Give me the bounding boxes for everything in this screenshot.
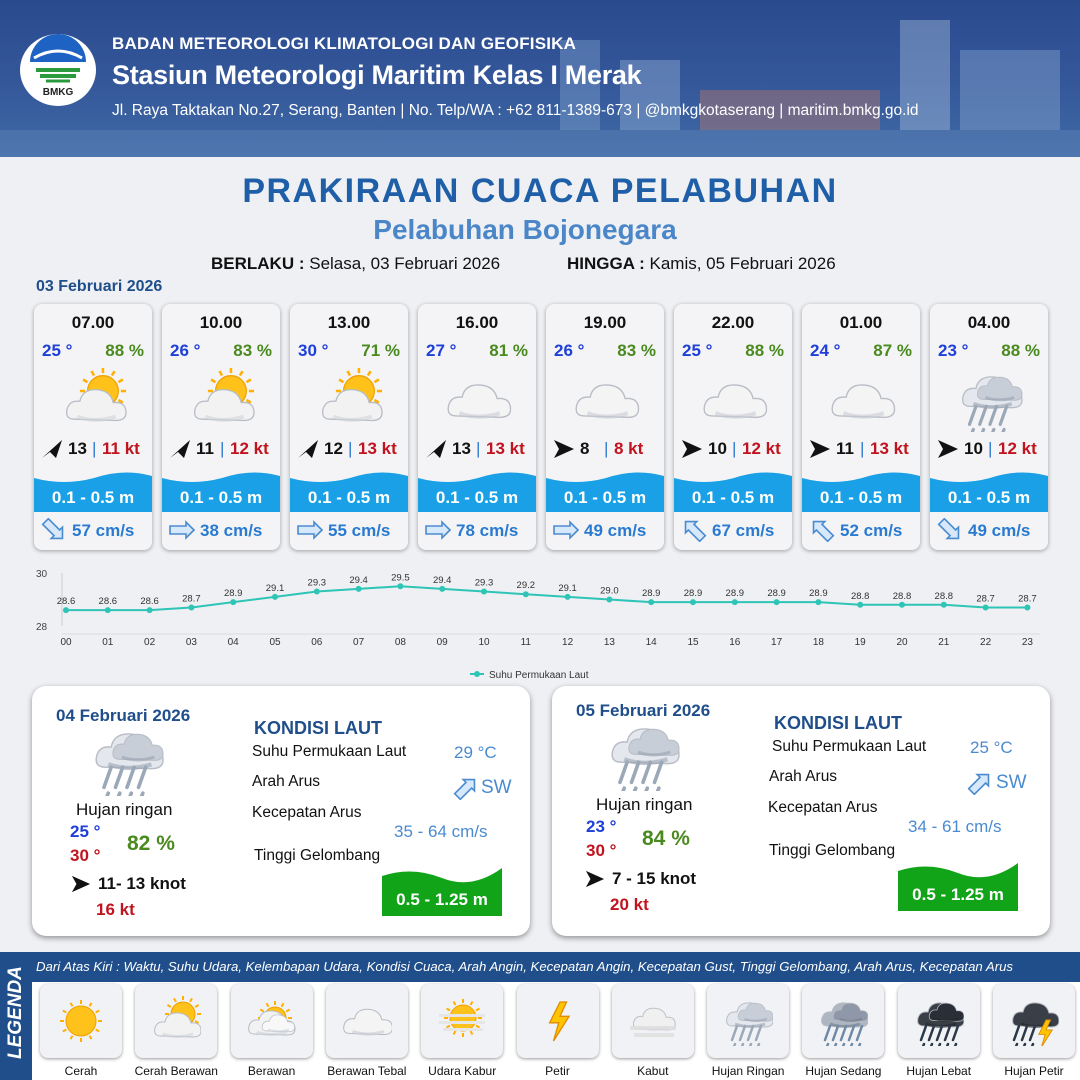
- x-tick-label: 17: [771, 637, 783, 648]
- wind-range: 7 - 15 knot: [612, 869, 697, 888]
- valid-to: [567, 254, 836, 274]
- x-tick-label: 11: [520, 637, 531, 648]
- current-speed: 78 cm/s: [456, 521, 519, 540]
- x-tick-label: 14: [645, 637, 657, 648]
- berawan-tebal-icon: [698, 368, 770, 432]
- cerah-berawan-icon: [58, 368, 130, 432]
- berawan-tebal-icon: [442, 368, 514, 432]
- wind-separator: |: [220, 439, 225, 458]
- x-tick-label: 23: [1021, 637, 1033, 648]
- x-tick-label: 07: [353, 637, 365, 648]
- humidity: 88 %: [745, 341, 784, 360]
- wind-direction-icon: [680, 438, 704, 460]
- legend-item: [993, 984, 1075, 1058]
- sst-data-label: 28.9: [809, 588, 828, 600]
- forecast-time: 07.00: [71, 313, 115, 332]
- legend-item: [517, 984, 599, 1058]
- legend-item-label: Cerah Berawan: [134, 1064, 218, 1078]
- wind-direction-icon: [552, 438, 576, 460]
- wave-height: 0.1 - 0.5 m: [563, 488, 647, 507]
- x-tick-label: 16: [729, 637, 741, 648]
- legend-item: [421, 984, 503, 1058]
- sst-point: [648, 599, 654, 605]
- x-tick-label: 18: [812, 637, 824, 648]
- weather-icon-box: [698, 368, 770, 432]
- wind-direction-icon: [808, 438, 832, 460]
- wave-height: 0.1 - 0.5 m: [819, 488, 903, 507]
- legend-item-label: Hujan Lebat: [906, 1064, 972, 1078]
- gust-speed: 8 kt: [614, 439, 644, 458]
- sst-data-label: 28.6: [140, 596, 159, 608]
- legend-item: [231, 984, 313, 1058]
- x-tick-label: 12: [562, 637, 574, 648]
- wind-separator: |: [604, 439, 609, 458]
- legend-item: [40, 984, 122, 1058]
- gust-speed: 13 kt: [486, 439, 525, 458]
- wind-separator: |: [476, 439, 481, 458]
- legend-marker: [474, 671, 480, 677]
- gust-speed: 12 kt: [230, 439, 269, 458]
- sst-data-label: 28.9: [641, 588, 661, 600]
- weather-icon-box: [570, 368, 642, 432]
- wind-speed: 11: [836, 439, 854, 458]
- berawan-tebal-icon: [342, 996, 392, 1046]
- legend-item: [326, 984, 408, 1058]
- weather-icon-box: [314, 368, 386, 432]
- valid-from-label: BERLAKU :: [211, 254, 305, 273]
- legend-item-label: Kabut: [637, 1064, 669, 1078]
- current-direction: [424, 518, 452, 542]
- udara-kabur-icon: [437, 996, 487, 1046]
- sst-label: Suhu Permukaan Laut: [772, 738, 927, 755]
- chart-legend-label: Suhu Permukaan Laut: [489, 670, 589, 681]
- panel-weather: [604, 719, 682, 796]
- petir-icon: [533, 996, 583, 1046]
- current-speed-value: 34 - 61 cm/s: [908, 817, 1002, 836]
- sst-chart: [34, 566, 1044, 686]
- sst-point: [941, 602, 947, 608]
- panel-date: 05 Februari 2026: [576, 701, 711, 720]
- wind-separator: |: [988, 439, 993, 458]
- sst-data-label: 29.1: [265, 582, 285, 594]
- wind-range: 11- 13 knot: [98, 874, 186, 893]
- air-temperature: 26 °: [170, 341, 201, 360]
- sst-data-label: 28.9: [725, 588, 745, 600]
- sst-point: [356, 586, 362, 592]
- wind-separator: |: [732, 439, 737, 458]
- header-banner: [0, 0, 1080, 157]
- current-arrow-icon: [168, 518, 196, 542]
- humidity: 87 %: [873, 341, 912, 360]
- current-direction: [296, 518, 324, 542]
- weather-icon-box: [826, 368, 898, 432]
- x-tick-label: 10: [478, 637, 490, 648]
- berawan-icon: [247, 996, 297, 1046]
- humidity: 83 %: [617, 341, 656, 360]
- forecast-time: 13.00: [327, 313, 371, 332]
- sst-value: 25 °C: [970, 738, 1013, 757]
- wind-direction-icon: [584, 869, 606, 889]
- forecast-time: 10.00: [199, 313, 243, 332]
- current-direction: [936, 518, 964, 542]
- hujan-sedang-icon: [818, 996, 868, 1046]
- current-speed: 49 cm/s: [584, 521, 647, 540]
- x-tick-label: 19: [854, 637, 866, 648]
- x-tick-label: 05: [269, 637, 281, 648]
- gust-speed: 11 kt: [102, 439, 140, 458]
- current-dir-label: Arah Arus: [252, 773, 321, 790]
- cerah-berawan-icon: [151, 996, 201, 1046]
- x-tick-label: 13: [603, 637, 615, 648]
- sst-point: [732, 599, 738, 605]
- hujan-ringan-icon: [88, 724, 166, 796]
- forecast-time: 19.00: [583, 313, 627, 332]
- forecast-time: 04.00: [967, 313, 1011, 332]
- sst-point: [1024, 604, 1030, 610]
- legend-item-label: Berawan: [247, 1064, 296, 1078]
- legend-item-label: Berawan Tebal: [327, 1064, 407, 1078]
- wind-speed: 8: [580, 439, 590, 458]
- air-temperature: 23 °: [938, 341, 969, 360]
- sst-point: [314, 589, 320, 595]
- wind-speed: 10: [964, 439, 983, 458]
- cerah-berawan-icon: [186, 368, 258, 432]
- wind-direction-icon: [936, 438, 960, 460]
- gust-speed: 13 kt: [358, 439, 397, 458]
- wave-height: 0.1 - 0.5 m: [51, 488, 135, 507]
- sst-point: [565, 594, 571, 600]
- panel-humidity: 82 %: [127, 832, 175, 855]
- wind-separator: |: [860, 439, 865, 458]
- sst-data-label: 28.7: [182, 593, 201, 605]
- current-speed: 49 cm/s: [968, 521, 1031, 540]
- day1-date: 03 Februari 2026: [36, 278, 163, 295]
- forecast-card: [34, 304, 152, 550]
- legend-bar: [32, 952, 1080, 982]
- forecast-card: [418, 304, 536, 550]
- legend-item: [612, 984, 694, 1058]
- humidity: 88 %: [1001, 341, 1040, 360]
- legend-item-label: Hujan Sedang: [805, 1064, 882, 1078]
- sst-data-label: 28.6: [98, 596, 118, 608]
- wind-direction-icon: [40, 438, 64, 460]
- forecast-card: [802, 304, 920, 550]
- weather-icon-box: [58, 368, 130, 432]
- hujan-petir-icon: [1009, 996, 1059, 1046]
- sea-condition-heading: KONDISI LAUT: [254, 718, 382, 738]
- sst-point: [272, 594, 278, 600]
- legend-title: LEGENDA: [5, 966, 26, 1059]
- current-direction-value: SW: [996, 772, 1027, 793]
- humidity: 71 %: [361, 341, 400, 360]
- daily-forecast-panel: [552, 686, 1050, 936]
- air-temperature: 27 °: [426, 341, 457, 360]
- sst-point: [606, 597, 612, 603]
- current-speed: 57 cm/s: [72, 521, 135, 540]
- air-temperature: 25 °: [42, 341, 73, 360]
- temp-min: 23 °: [586, 817, 617, 836]
- hujan-ringan-icon: [604, 719, 682, 791]
- x-tick-label: 15: [687, 637, 699, 648]
- daily-forecast-panel: [32, 686, 530, 936]
- wind-speed: 12: [324, 439, 343, 458]
- station-address: Jl. Raya Taktakan No.27, Serang, Banten | No. Telp/WA : +62 811-1389-673 | @bmkgkotaserang | maritim.bmkg.go.id: [112, 102, 919, 119]
- x-tick-label: 00: [60, 637, 72, 648]
- berawan-tebal-icon: [826, 368, 898, 432]
- legend-item-label: Hujan Ringan: [711, 1064, 785, 1078]
- wind-speed: 10: [708, 439, 727, 458]
- wind-separator: |: [92, 439, 97, 458]
- legend-item-label: Cerah: [64, 1064, 98, 1078]
- cerah-berawan-icon: [314, 368, 386, 432]
- hujan-lebat-icon: [914, 996, 964, 1046]
- x-tick-label: 01: [102, 637, 114, 648]
- current-direction: [680, 518, 708, 542]
- x-tick-label: 02: [144, 637, 156, 648]
- weather-icon-box: [954, 368, 1026, 432]
- sst-point: [815, 599, 821, 605]
- forecast-card: [674, 304, 792, 550]
- air-temperature: 30 °: [298, 341, 329, 360]
- humidity: 88 %: [105, 341, 144, 360]
- x-tick-label: 09: [436, 637, 448, 648]
- wave-height: 0.1 - 0.5 m: [947, 488, 1031, 507]
- port-name: Pelabuhan Bojonegara: [373, 214, 677, 245]
- sst-point: [983, 604, 989, 610]
- sst-data-label: 28.8: [850, 590, 870, 602]
- berawan-tebal-icon: [570, 368, 642, 432]
- panel-date: 04 Februari 2026: [56, 706, 191, 725]
- gust-speed: 12 kt: [998, 439, 1037, 458]
- panel-weather: [88, 724, 166, 801]
- sst-data-label: 29.3: [474, 577, 494, 589]
- condition-text: Hujan ringan: [596, 795, 693, 814]
- current-direction: [168, 518, 196, 542]
- current-arrow-icon: [296, 518, 324, 542]
- x-tick-label: 21: [938, 637, 950, 648]
- valid-from-date: Selasa, 03 Februari 2026: [309, 254, 501, 273]
- hujan-ringan-icon: [954, 368, 1026, 432]
- wave-height: 0.1 - 0.5 m: [179, 488, 263, 507]
- sst-data-label: 29.1: [558, 582, 577, 594]
- wind-direction-icon: [424, 438, 448, 460]
- sst-data-label: 29.5: [391, 572, 410, 584]
- wind-direction-icon: [296, 438, 320, 460]
- sst-point: [63, 607, 69, 613]
- current-speed: 55 cm/s: [328, 521, 391, 540]
- x-tick-label: 04: [227, 637, 239, 648]
- page-title: PRAKIRAAN CUACA PELABUHAN: [242, 172, 838, 210]
- legend-item: [135, 984, 217, 1058]
- gust-speed: 12 kt: [742, 439, 781, 458]
- current-arrow-icon: [452, 776, 480, 800]
- wind-speed: 11: [196, 439, 214, 458]
- sst-point: [481, 589, 487, 595]
- sst-point: [230, 599, 236, 605]
- sst-data-label: 28.9: [683, 588, 703, 600]
- gust-speed: 13 kt: [870, 439, 909, 458]
- sst-point: [188, 604, 194, 610]
- sst-data-label: 28.6: [56, 596, 76, 608]
- org-name: BADAN METEOROLOGI KLIMATOLOGI DAN GEOFISIKA: [112, 34, 577, 53]
- x-tick-label: 06: [311, 637, 323, 648]
- air-temperature: 25 °: [682, 341, 713, 360]
- sst-point: [523, 591, 529, 597]
- current-direction: [40, 518, 68, 542]
- legend-item-label: Udara Kabur: [428, 1064, 497, 1078]
- current-speed-label: Kecepatan Arus: [252, 804, 362, 821]
- current-speed-value: 35 - 64 cm/s: [394, 822, 488, 841]
- sst-data-label: 28.8: [934, 590, 954, 602]
- current-arrow-icon: [966, 771, 994, 795]
- wave-value: 0.5 - 1.25 m: [912, 885, 1004, 904]
- current-direction-value: SW: [481, 777, 512, 798]
- gust-value: 16 kt: [96, 900, 135, 919]
- current-arrow-icon: [40, 518, 68, 542]
- sst-data-label: 29.2: [516, 580, 536, 592]
- temp-max: 30 °: [586, 841, 617, 860]
- sst-point: [857, 602, 863, 608]
- sst-data-label: 29.4: [349, 574, 368, 586]
- x-tick-label: 20: [896, 637, 908, 648]
- weather-icon-box: [442, 368, 514, 432]
- valid-to-label: HINGGA :: [567, 254, 645, 273]
- sea-condition-heading: KONDISI LAUT: [774, 713, 902, 733]
- current-arrow-icon: [424, 518, 452, 542]
- y-tick-label: 28: [36, 622, 48, 633]
- current-arrow-icon: [808, 518, 836, 542]
- x-tick-label: 03: [185, 637, 197, 648]
- y-tick-label: 30: [36, 569, 48, 580]
- legend-description: Dari Atas Kiri : Waktu, Suhu Udara, Kelembapan Udara, Kondisi Cuaca, Arah Angin, Kecepatan Angin, Kecepatan Gust, Tinggi Gelombang, Arah Arus, Kecepatan Arus: [36, 959, 1014, 974]
- sst-data-label: 29.0: [600, 585, 619, 597]
- sst-value: 29 °C: [454, 743, 497, 762]
- current-speed-label: Kecepatan Arus: [768, 799, 878, 816]
- current-direction: [808, 518, 836, 542]
- temp-min: 25 °: [70, 822, 101, 841]
- sst-data-label: 28.8: [892, 590, 912, 602]
- sst-label: Suhu Permukaan Laut: [252, 743, 407, 760]
- logo-text: BMKG: [42, 87, 74, 98]
- wave-value: 0.5 - 1.25 m: [396, 890, 488, 909]
- sst-point: [774, 599, 780, 605]
- legend-item: [898, 984, 980, 1058]
- sst-point: [105, 607, 111, 613]
- sst-point: [899, 602, 905, 608]
- humidity: 83 %: [233, 341, 272, 360]
- sst-series-line: [66, 586, 1027, 610]
- legend-item-label: Hujan Petir: [1004, 1064, 1064, 1078]
- sst-point: [147, 607, 153, 613]
- forecast-time: 16.00: [455, 313, 499, 332]
- wind-speed: 13: [452, 439, 471, 458]
- humidity: 81 %: [489, 341, 528, 360]
- forecast-card: [546, 304, 664, 550]
- current-arrow-icon: [552, 518, 580, 542]
- wind-direction-icon: [70, 874, 92, 894]
- wave-height: 0.1 - 0.5 m: [307, 488, 391, 507]
- bmkg-logo-icon: [20, 34, 96, 86]
- legend-side: [0, 952, 32, 1080]
- station-name: Stasiun Meteorologi Maritim Kelas I Merak: [112, 60, 642, 90]
- kabut-icon: [628, 996, 678, 1046]
- wave-height: 0.1 - 0.5 m: [691, 488, 775, 507]
- valid-to-date: Kamis, 05 Februari 2026: [649, 254, 836, 273]
- wind-separator: |: [348, 439, 353, 458]
- sst-point: [690, 599, 696, 605]
- forecast-time: 01.00: [839, 313, 883, 332]
- valid-from: [211, 254, 500, 274]
- x-tick-label: 22: [980, 637, 992, 648]
- gust-value: 20 kt: [610, 895, 649, 914]
- wave-label: Tinggi Gelombang: [254, 847, 381, 864]
- air-temperature: 26 °: [554, 341, 585, 360]
- wind-speed: 13: [68, 439, 87, 458]
- forecast-card: [290, 304, 408, 550]
- legend-item-label: Petir: [545, 1064, 570, 1078]
- cerah-icon: [56, 996, 106, 1046]
- bmkg-logo: [20, 34, 96, 106]
- wave-height: 0.1 - 0.5 m: [435, 488, 519, 507]
- hujan-ringan-icon: [723, 996, 773, 1046]
- current-direction: [552, 518, 580, 542]
- current-speed: 52 cm/s: [840, 521, 903, 540]
- legend-item: [707, 984, 789, 1058]
- current-speed: 67 cm/s: [712, 521, 775, 540]
- weather-icon-box: [186, 368, 258, 432]
- current-dir-label: Arah Arus: [769, 768, 838, 785]
- forecast-time: 22.00: [711, 313, 755, 332]
- sst-data-label: 28.9: [223, 588, 243, 600]
- current-arrow-icon: [680, 518, 708, 542]
- temp-max: 30 °: [70, 846, 101, 865]
- sst-point: [397, 583, 403, 589]
- wave-label: Tinggi Gelombang: [769, 842, 896, 859]
- x-tick-label: 08: [394, 637, 406, 648]
- sst-data-label: 28.9: [767, 588, 786, 600]
- current-arrow-icon: [936, 518, 964, 542]
- legend-item: [802, 984, 884, 1058]
- sst-data-label: 28.7: [1018, 593, 1037, 605]
- wind-direction-icon: [168, 438, 192, 460]
- sst-data-label: 28.7: [976, 593, 995, 605]
- sst-data-label: 29.4: [432, 574, 452, 586]
- sst-point: [439, 586, 445, 592]
- panel-humidity: 84 %: [642, 827, 690, 850]
- condition-text: Hujan ringan: [76, 800, 173, 819]
- sst-data-label: 29.3: [307, 577, 327, 589]
- current-speed: 38 cm/s: [200, 521, 263, 540]
- forecast-card: [162, 304, 280, 550]
- forecast-card: [930, 304, 1048, 550]
- air-temperature: 24 °: [810, 341, 841, 360]
